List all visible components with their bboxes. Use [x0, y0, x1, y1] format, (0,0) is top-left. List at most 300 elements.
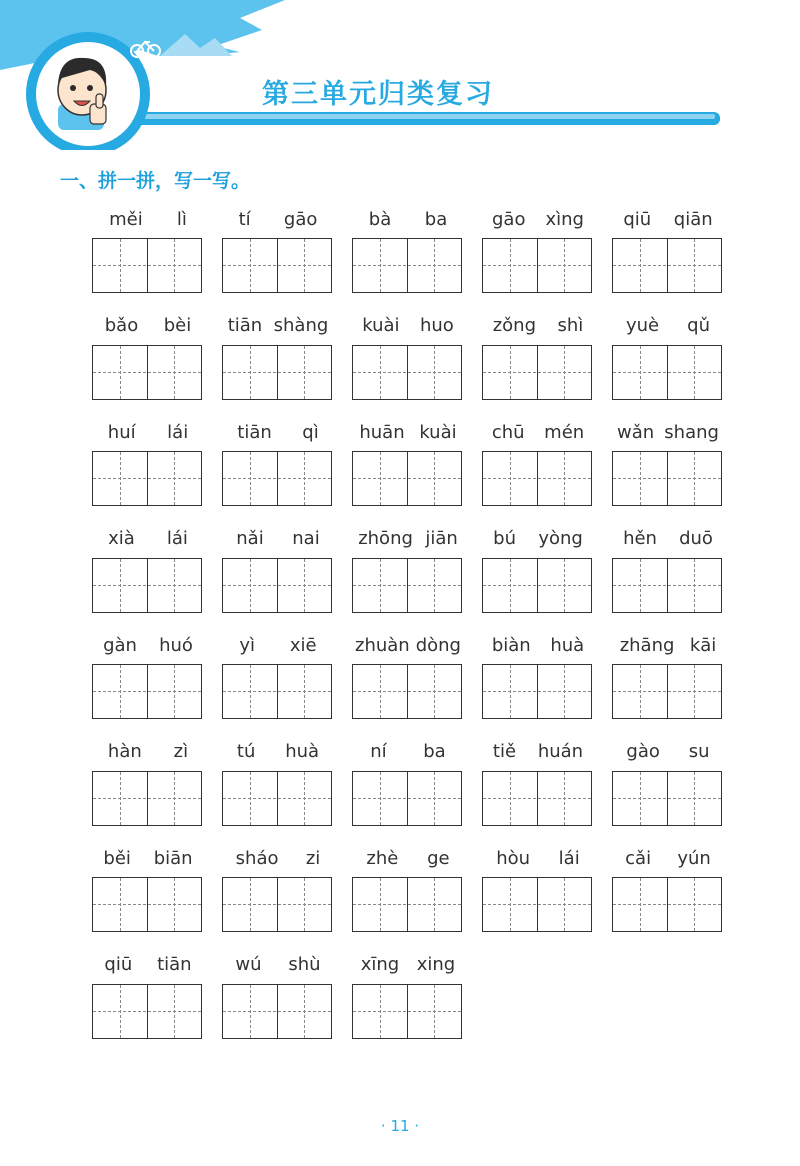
grid-guide-line [380, 985, 381, 1038]
pinyin-syllable-1: zǒng [492, 315, 537, 336]
pinyin-syllable-2: huà [285, 741, 320, 762]
grid-guide-line [93, 691, 201, 692]
writing-grid[interactable] [352, 345, 462, 400]
grid-guide-line [353, 585, 461, 586]
pinyin-syllable-2: zì [173, 741, 189, 762]
grid-guide-line [564, 239, 565, 292]
grid-guide-line [120, 772, 121, 825]
grid-guide-line [353, 798, 461, 799]
pinyin-label [352, 524, 464, 554]
writing-grid[interactable] [92, 984, 202, 1039]
grid-guide-line [250, 239, 251, 292]
pinyin-label [482, 737, 594, 767]
grid-guide-line [120, 559, 121, 612]
writing-grid[interactable] [92, 451, 202, 506]
pinyin-syllable-2: duō [679, 528, 713, 549]
pinyin-syllable-2: lì [176, 208, 187, 230]
pinyin-label [92, 737, 204, 767]
writing-grid[interactable] [612, 771, 722, 826]
grid-guide-line [93, 372, 201, 373]
grid-guide-line [93, 1011, 201, 1012]
writing-grid[interactable] [222, 771, 332, 826]
grid-guide-line [174, 452, 175, 505]
grid-guide-line [640, 665, 641, 718]
page-number: · 11 · [380, 1117, 420, 1135]
pinyin-label [92, 417, 204, 447]
pinyin-label [482, 843, 594, 873]
exercise-item [612, 630, 724, 719]
exercise-item [482, 630, 594, 719]
grid-guide-line [174, 772, 175, 825]
pinyin-syllable-2: lái [167, 421, 189, 443]
exercise-item [222, 737, 334, 826]
grid-guide-line [694, 665, 695, 718]
grid-guide-line [694, 346, 695, 399]
writing-grid[interactable] [352, 558, 462, 613]
writing-grid[interactable] [352, 984, 462, 1039]
grid-guide-line [93, 478, 201, 479]
grid-guide-line [380, 239, 381, 292]
exercise-item [92, 417, 204, 506]
exercise-item [222, 204, 334, 293]
grid-guide-line [223, 798, 331, 799]
grid-guide-line [640, 878, 641, 931]
grid-guide-line [483, 585, 591, 586]
pinyin-label [92, 204, 204, 234]
pinyin-syllable-2: dòng [415, 634, 461, 656]
grid-guide-line [250, 878, 251, 931]
exercise-item [482, 524, 594, 613]
pinyin-syllable-2: shù [288, 954, 321, 975]
grid-guide-line [380, 878, 381, 931]
exercise-item [92, 524, 204, 613]
pinyin-syllable-1: tiě [492, 741, 517, 762]
grid-guide-line [120, 665, 121, 718]
grid-guide-line [613, 585, 721, 586]
grid-guide-line [510, 346, 511, 399]
grid-guide-line [694, 239, 695, 292]
pinyin-syllable-2: huó [159, 634, 193, 656]
exercise-item [352, 524, 464, 613]
page-header [0, 0, 800, 150]
grid-guide-line [564, 452, 565, 505]
writing-grid[interactable] [222, 877, 332, 932]
pinyin-syllable-1: sháo [235, 847, 279, 869]
pinyin-label [352, 311, 464, 341]
writing-grid[interactable] [482, 558, 592, 613]
pinyin-label [352, 204, 464, 234]
writing-grid[interactable] [612, 451, 722, 506]
pinyin-syllable-2: xiē [289, 634, 317, 656]
pinyin-syllable-1: zhōng [358, 528, 413, 549]
grid-guide-line [510, 452, 511, 505]
grid-guide-line [640, 239, 641, 292]
pinyin-syllable-1: wú [235, 954, 262, 975]
writing-grid[interactable] [612, 877, 722, 932]
exercise-item [482, 737, 594, 826]
grid-guide-line [640, 772, 641, 825]
pinyin-label [352, 843, 464, 873]
pinyin-syllable-1: zhuàn [355, 634, 410, 656]
writing-grid[interactable] [482, 238, 592, 293]
grid-guide-line [640, 452, 641, 505]
writing-grid[interactable] [612, 558, 722, 613]
pinyin-label [222, 417, 334, 447]
pinyin-label [352, 950, 464, 980]
grid-guide-line [434, 878, 435, 931]
pinyin-syllable-1: gào [626, 741, 660, 762]
grid-guide-line [223, 585, 331, 586]
pinyin-label [482, 311, 594, 341]
grid-guide-line [640, 559, 641, 612]
grid-guide-line [174, 239, 175, 292]
writing-grid[interactable] [222, 664, 332, 719]
pinyin-syllable-2: ge [427, 847, 450, 869]
pinyin-label [222, 737, 334, 767]
pinyin-syllable-2: bèi [163, 315, 192, 336]
pinyin-syllable-2: yòng [538, 528, 583, 549]
grid-guide-line [434, 239, 435, 292]
exercise-item [92, 950, 204, 1039]
boy-thumbs-up-icon [58, 58, 106, 130]
pinyin-syllable-2: kuài [419, 421, 457, 443]
pinyin-label [92, 630, 204, 660]
pinyin-syllable-2: jiān [425, 528, 458, 549]
pinyin-label [612, 204, 724, 234]
grid-guide-line [640, 346, 641, 399]
exercise-item [222, 630, 334, 719]
pinyin-syllable-1: ní [370, 741, 387, 762]
grid-guide-line [174, 878, 175, 931]
grid-guide-line [434, 985, 435, 1038]
grid-guide-line [120, 878, 121, 931]
grid-guide-line [564, 878, 565, 931]
grid-guide-line [483, 265, 591, 266]
exercise-item [222, 311, 334, 400]
exercise-item [92, 311, 204, 400]
pinyin-syllable-2: lái [558, 847, 580, 869]
exercise-item [612, 524, 724, 613]
grid-guide-line [120, 985, 121, 1038]
pinyin-syllable-2: ba [424, 208, 448, 230]
pinyin-syllable-1: huí [107, 421, 136, 443]
grid-guide-line [250, 665, 251, 718]
grid-guide-line [434, 772, 435, 825]
grid-guide-line [434, 346, 435, 399]
grid-guide-line [304, 559, 305, 612]
exercise-item [612, 843, 724, 932]
grid-guide-line [250, 346, 251, 399]
grid-guide-line [304, 985, 305, 1038]
writing-grid[interactable] [612, 345, 722, 400]
grid-guide-line [380, 346, 381, 399]
pinyin-syllable-2: huà [550, 634, 585, 656]
grid-guide-line [694, 878, 695, 931]
pinyin-syllable-1: tí [238, 208, 251, 230]
section-title: 一、拼一拼，写一写。 [60, 170, 251, 192]
pinyin-label [352, 630, 464, 660]
grid-guide-line [564, 346, 565, 399]
grid-guide-line [434, 665, 435, 718]
pinyin-syllable-1: hòu [496, 847, 531, 869]
writing-grid[interactable] [612, 664, 722, 719]
pinyin-syllable-1: gàn [103, 634, 137, 656]
pinyin-syllable-1: yì [239, 634, 256, 656]
grid-guide-line [250, 559, 251, 612]
pinyin-syllable-1: tiān [227, 315, 263, 336]
pinyin-syllable-2: lái [166, 528, 188, 549]
pinyin-label [222, 524, 334, 554]
writing-grid[interactable] [352, 238, 462, 293]
writing-grid[interactable] [92, 771, 202, 826]
pinyin-syllable-1: nǎi [236, 528, 264, 549]
grid-guide-line [510, 772, 511, 825]
pinyin-label [482, 417, 594, 447]
grid-guide-line [694, 452, 695, 505]
grid-guide-line [223, 904, 331, 905]
grid-guide-line [483, 691, 591, 692]
exercise-item [92, 737, 204, 826]
grid-guide-line [223, 691, 331, 692]
pinyin-label [612, 417, 724, 447]
exercise-item [222, 417, 334, 506]
grid-guide-line [223, 1011, 331, 1012]
exercise-item [612, 204, 724, 293]
grid-guide-line [434, 559, 435, 612]
grid-guide-line [250, 452, 251, 505]
grid-guide-line [353, 1011, 461, 1012]
grid-guide-line [174, 985, 175, 1038]
pinyin-label [92, 524, 204, 554]
pinyin-label [222, 843, 334, 873]
pinyin-label [222, 204, 334, 234]
exercise-item [482, 843, 594, 932]
exercise-item [612, 417, 724, 506]
pinyin-syllable-1: bǎo [104, 315, 139, 336]
grid-guide-line [120, 239, 121, 292]
grid-guide-line [483, 904, 591, 905]
exercise-item [612, 737, 724, 826]
writing-grid[interactable] [92, 558, 202, 613]
writing-grid[interactable] [352, 451, 462, 506]
pinyin-syllable-1: tú [236, 741, 256, 762]
grid-guide-line [380, 559, 381, 612]
grid-guide-line [353, 691, 461, 692]
pinyin-syllable-2: xìng [545, 208, 584, 230]
grid-guide-line [93, 904, 201, 905]
grid-guide-line [613, 904, 721, 905]
grid-guide-line [120, 346, 121, 399]
writing-grid[interactable] [482, 771, 592, 826]
pinyin-syllable-1: hàn [107, 741, 142, 762]
pinyin-syllable-1: biàn [491, 634, 531, 656]
pinyin-label [612, 843, 724, 873]
grid-guide-line [564, 772, 565, 825]
exercise-item [352, 630, 464, 719]
writing-grid[interactable] [222, 558, 332, 613]
pinyin-syllable-1: huān [359, 421, 405, 443]
grid-guide-line [564, 559, 565, 612]
pinyin-syllable-1: bà [368, 208, 392, 230]
grid-guide-line [353, 265, 461, 266]
grid-guide-line [510, 559, 511, 612]
writing-grid[interactable] [352, 664, 462, 719]
grid-guide-line [483, 372, 591, 373]
grid-guide-line [304, 665, 305, 718]
exercise-item [352, 843, 464, 932]
exercise-item [92, 630, 204, 719]
pinyin-syllable-2: gāo [283, 208, 318, 230]
pinyin-syllable-1: běi [103, 847, 131, 869]
grid-guide-line [694, 559, 695, 612]
pinyin-syllable-1: hěn [623, 528, 657, 549]
pinyin-label [222, 311, 334, 341]
grid-guide-line [510, 239, 511, 292]
pinyin-syllable-1: xià [108, 528, 135, 549]
pinyin-syllable-2: qì [302, 421, 319, 443]
exercise-item [352, 737, 464, 826]
pinyin-label [482, 630, 594, 660]
exercise-item [352, 417, 464, 506]
pinyin-syllable-1: měi [109, 208, 143, 230]
pinyin-syllable-1: yuè [626, 315, 660, 336]
page-title: 第三单元归类复习 [262, 79, 494, 110]
exercise-item [352, 311, 464, 400]
grid-guide-line [174, 559, 175, 612]
grid-guide-line [93, 798, 201, 799]
writing-grid[interactable] [482, 451, 592, 506]
writing-grid[interactable] [482, 345, 592, 400]
pinyin-syllable-1: chū [491, 421, 525, 443]
pinyin-syllable-2: huo [419, 315, 454, 336]
pinyin-syllable-1: xīng [360, 954, 400, 975]
grid-guide-line [174, 665, 175, 718]
exercise-item [352, 950, 464, 1039]
writing-grid[interactable] [222, 451, 332, 506]
grid-guide-line [613, 478, 721, 479]
grid-guide-line [304, 452, 305, 505]
grid-guide-line [223, 372, 331, 373]
pinyin-syllable-2: yún [677, 847, 711, 869]
writing-grid[interactable] [352, 877, 462, 932]
grid-guide-line [380, 665, 381, 718]
pinyin-label [482, 204, 594, 234]
pinyin-syllable-2: nai [292, 528, 320, 549]
writing-grid[interactable] [482, 664, 592, 719]
grid-guide-line [510, 665, 511, 718]
pinyin-syllable-2: shì [557, 315, 584, 336]
pinyin-label [482, 524, 594, 554]
pinyin-syllable-1: wǎn [617, 421, 655, 443]
grid-guide-line [250, 772, 251, 825]
grid-guide-line [510, 878, 511, 931]
grid-guide-line [483, 478, 591, 479]
grid-guide-line [353, 478, 461, 479]
grid-guide-line [380, 772, 381, 825]
grid-guide-line [613, 265, 721, 266]
grid-guide-line [174, 346, 175, 399]
pinyin-syllable-1: zhè [366, 847, 399, 869]
pinyin-syllable-1: gāo [492, 208, 526, 230]
pinyin-label [92, 311, 204, 341]
grid-guide-line [223, 478, 331, 479]
writing-grid[interactable] [222, 238, 332, 293]
pinyin-label [352, 417, 464, 447]
grid-guide-line [250, 985, 251, 1038]
pinyin-syllable-2: qǔ [687, 315, 710, 336]
pinyin-syllable-2: ba [423, 741, 446, 762]
pinyin-label [612, 524, 724, 554]
grid-guide-line [304, 878, 305, 931]
pinyin-syllable-2: xing [416, 954, 456, 975]
pinyin-syllable-2: tiān [157, 954, 192, 975]
pinyin-syllable-2: shàng [273, 315, 329, 336]
pinyin-syllable-1: tiān [237, 421, 272, 443]
exercise-item [352, 204, 464, 293]
writing-grid[interactable] [482, 877, 592, 932]
exercise-item [222, 524, 334, 613]
pinyin-syllable-2: mén [544, 421, 585, 443]
writing-grid[interactable] [92, 238, 202, 293]
exercise-item [92, 843, 204, 932]
grid-guide-line [613, 798, 721, 799]
writing-grid[interactable] [92, 877, 202, 932]
exercise-item [482, 417, 594, 506]
pinyin-label [352, 737, 464, 767]
pinyin-syllable-1: zhāng [619, 634, 675, 656]
writing-grid[interactable] [612, 238, 722, 293]
exercise-item [222, 843, 334, 932]
grid-guide-line [613, 372, 721, 373]
pinyin-label [92, 950, 204, 980]
pinyin-label [222, 950, 334, 980]
grid-guide-line [613, 691, 721, 692]
grid-guide-line [304, 239, 305, 292]
grid-guide-line [353, 904, 461, 905]
exercise-item [482, 311, 594, 400]
writing-grid[interactable] [222, 984, 332, 1039]
pinyin-syllable-2: biān [153, 847, 193, 869]
grid-guide-line [120, 452, 121, 505]
grid-guide-line [304, 772, 305, 825]
grid-guide-line [380, 452, 381, 505]
writing-grid[interactable] [222, 345, 332, 400]
exercise-item [612, 311, 724, 400]
pinyin-label [612, 737, 724, 767]
pinyin-label [222, 630, 334, 660]
pinyin-syllable-2: kāi [689, 634, 717, 656]
grid-guide-line [564, 665, 565, 718]
pinyin-label [612, 311, 724, 341]
grid-guide-line [93, 265, 201, 266]
pinyin-syllable-1: kuài [362, 315, 400, 336]
pinyin-syllable-1: cǎi [625, 847, 652, 869]
pinyin-syllable-2: huán [537, 741, 584, 762]
grid-guide-line [694, 772, 695, 825]
pinyin-label [92, 843, 204, 873]
writing-grid[interactable] [352, 771, 462, 826]
pinyin-syllable-2: qiān [673, 208, 713, 230]
writing-grid[interactable] [92, 664, 202, 719]
grid-guide-line [434, 452, 435, 505]
pinyin-syllable-2: shang [664, 421, 719, 443]
writing-grid[interactable] [92, 345, 202, 400]
exercise-item [482, 204, 594, 293]
pinyin-syllable-1: bú [493, 528, 516, 549]
grid-guide-line [223, 265, 331, 266]
pinyin-syllable-2: su [688, 741, 710, 762]
pinyin-label [612, 630, 724, 660]
